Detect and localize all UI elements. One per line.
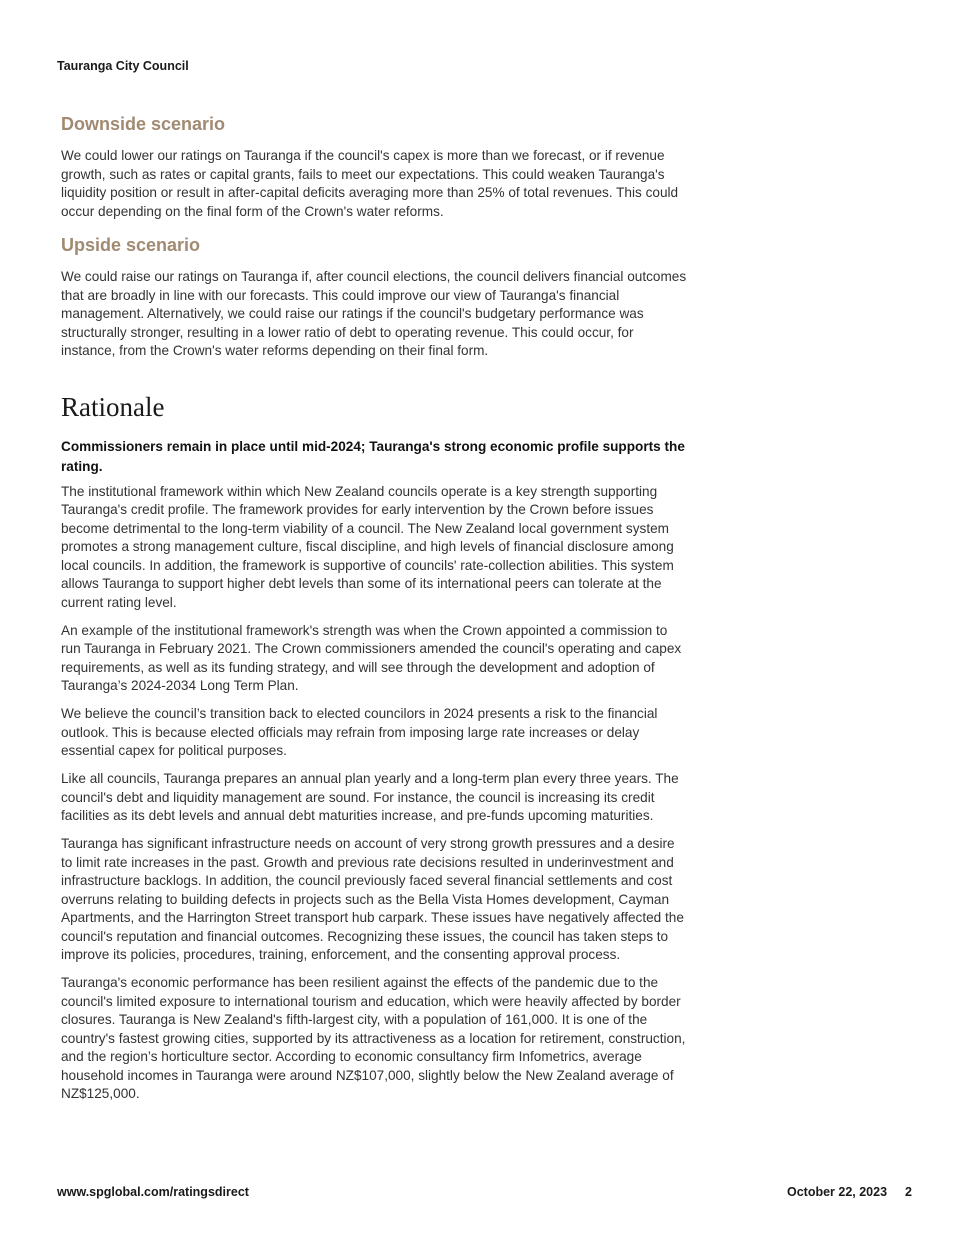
document-header-title: Tauranga City Council bbox=[57, 59, 189, 73]
downside-scenario-heading: Downside scenario bbox=[61, 114, 226, 134]
rationale-paragraph: Like all councils, Tauranga prepares an annual plan yearly and a long-term plan every three years. The council's debt and liquidity management are sound. For instance, the council is increasing its credit facilities as its debt levels and annual debt maturities increase, and pre-funds upcoming maturities. bbox=[61, 771, 679, 823]
footer-date: October 22, 2023 bbox=[786, 1185, 888, 1199]
main-content bbox=[61, 112, 687, 1113]
rationale-paragraph: The institutional framework within which New Zealand councils operate is a key strength supporting Tauranga's credit profile. The framework provides for early intervention by the Crown before issues become detrimental to the long-term viability of a council. The New Zealand local government system promotes a strong management culture, fiscal discipline, and high levels of financial disclosure among local councils. In addition, the framework is supportive of councils' rate-collection abilities. This system allows Tauranga to support higher debt levels than some of its international peers can tolerate at the current rating level. bbox=[61, 483, 674, 610]
footer-url[interactable]: www.spglobal.com/ratingsdirect bbox=[57, 1185, 249, 1199]
rationale-paragraph: We believe the council’s transition back to elected councilors in 2024 presents a risk to the financial outlook. This is because elected officials may refrain from imposing large rate increases or delay essential capex for political purposes. bbox=[61, 706, 658, 758]
rationale-paragraph: Tauranga has significant infrastructure needs on account of very strong growth pressures and a desire to limit rate increases in the past. Growth and previous rate decisions resulted in underinvestment and infrastructure backlogs. In addition, the council previously faced several financial settlements and cost overruns relating to building defects in projects such as the Bella Vista Homes development, Cayman Apartments, and the Harrington Street transport hub carpark. These issues have negatively affected the council's reputation and financial outcomes. Recognizing these issues, the council has taken steps to improve its policies, procedures, training, enforcement, and the consenting approval process. bbox=[61, 836, 684, 962]
upside-scenario-text: We could raise our ratings on Tauranga if, after council elections, the council delivers financial outcomes that are broadly in line with our forecasts. This could improve our view of Tauranga's financial management. Alternatively, we could raise our ratings if the council's budgetary performance was structurally stronger, resulting in a lower ratio of debt to operating revenue. This could occur, for instance, from the Crown's water reforms depending on their final form. bbox=[61, 269, 687, 358]
rationale-lead: Commissioners remain in place until mid-2024; Tauranga's strong economic profile supports the rating. bbox=[61, 438, 685, 474]
upside-scenario-heading: Upside scenario bbox=[61, 235, 201, 255]
rationale-paragraph: Tauranga's economic performance has been resilient against the effects of the pandemic due to the council's limited exposure to international tourism and education, which were heavily affected by border closures. Tauranga is New Zealand's fifth-largest city, with a population of 161,000. It is one of the country's fastest growing cities, supported by its attractiveness as a location for retirement, construction, and the region’s horticulture sector. According to economic consultancy firm Infometrics, average household incomes in Tauranga were around NZ$107,000, slightly below the New Zealand average of NZ$125,000. bbox=[61, 975, 686, 1101]
downside-scenario-text: We could lower our ratings on Tauranga if the council's capex is more than we forecast, or if revenue growth, such as rates or capital grants, fails to meet our expectations. This could weaken Tauranga's liquidity position or result in after-capital deficits averaging more than 25% of total revenues. This could occur depending on the final form of the Crown's water reforms. bbox=[61, 148, 679, 219]
rationale-title: Rationale bbox=[61, 391, 165, 422]
page-number: 2 bbox=[905, 1185, 912, 1199]
rationale-paragraph: An example of the institutional framework's strength was when the Crown appointed a commission to run Tauranga in February 2021. The Crown commissioners amended the council's operating and capex requirements, as well as its funding strategy, and will see through the development and adoption of Tauranga’s 2024-2034 Long Term Plan. bbox=[61, 622, 682, 693]
footer-meta bbox=[787, 1185, 912, 1199]
